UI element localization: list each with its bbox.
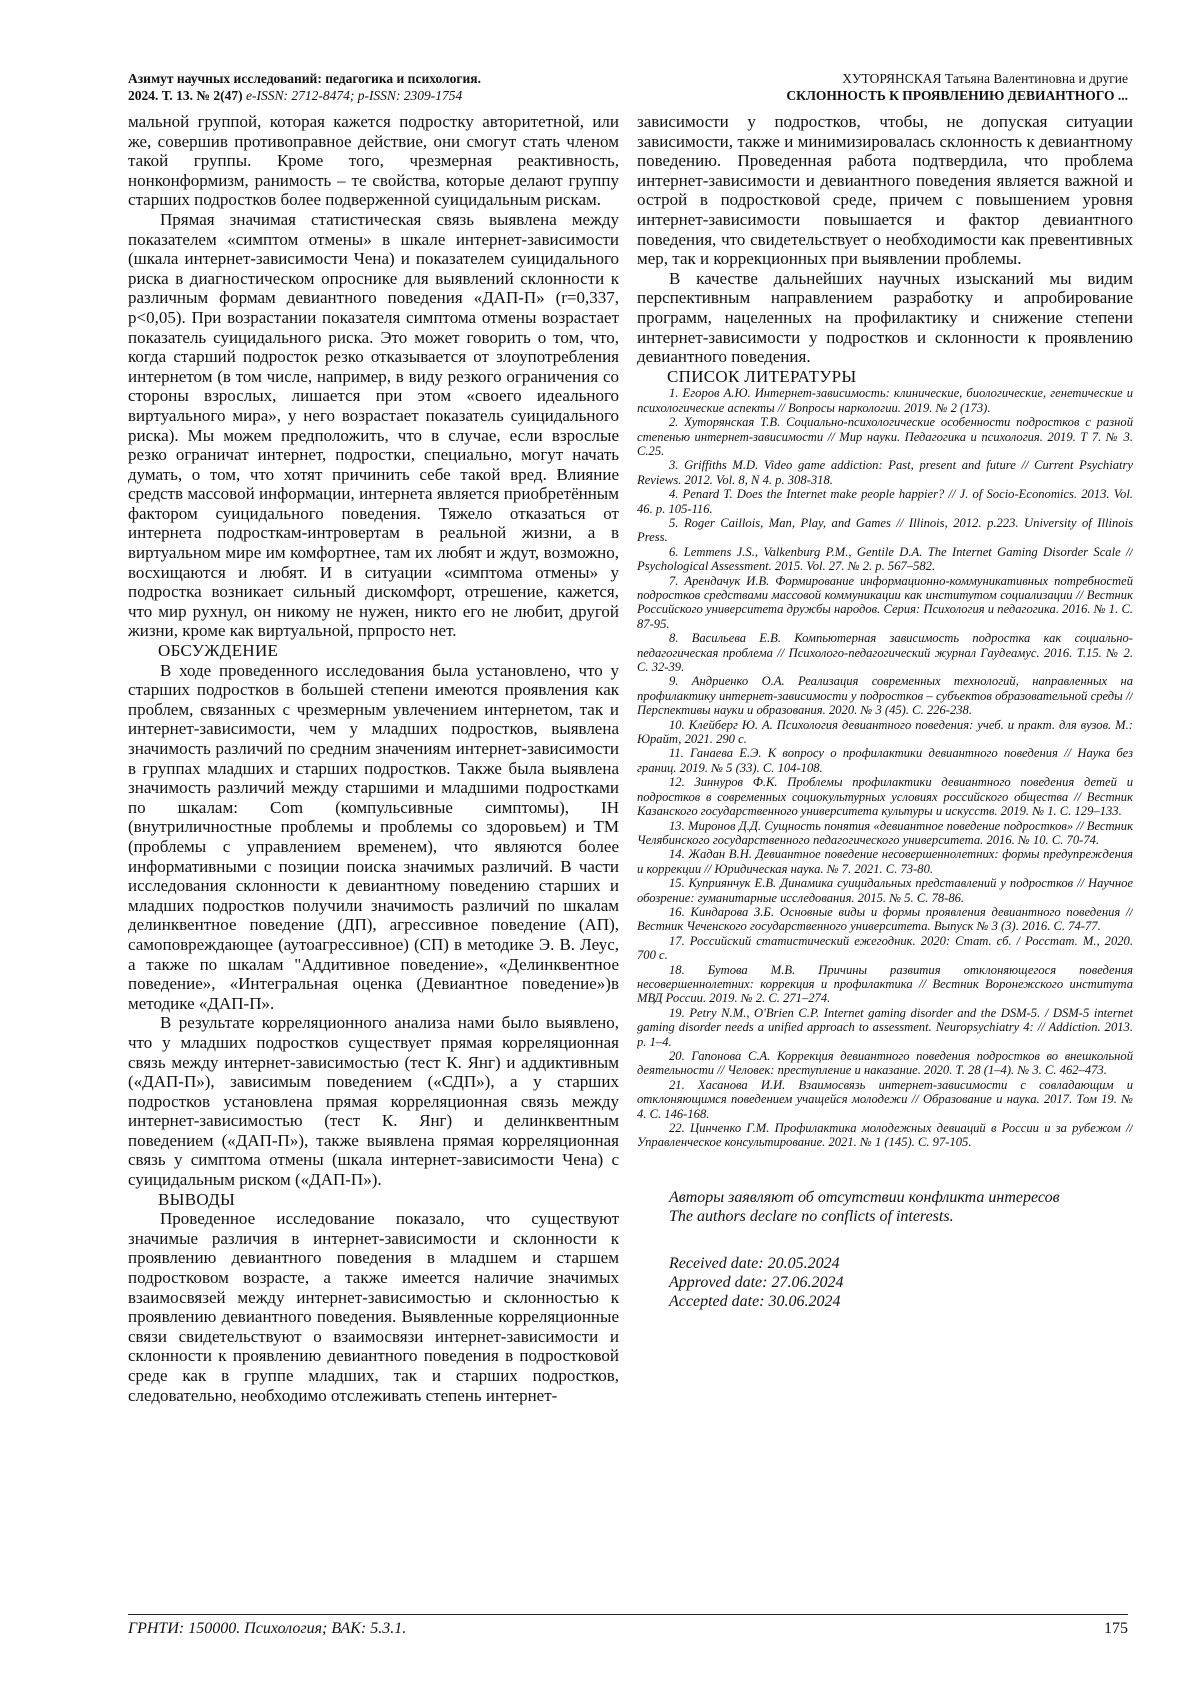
article-authors: ХУТОРЯНСКАЯ Татьяна Валентиновна и другие <box>842 71 1128 86</box>
section-heading-conclusions: ВЫВОДЫ <box>158 1189 236 1209</box>
paragraph: В качестве дальнейших научных изысканий мы видим перспективным направлением разработку и апробирование программ, нацеленных на профилактику и снижение степени интернет-зависимости у подростков и склонности к проявлению девиантного поведения. <box>637 268 1133 367</box>
paragraph: Проведенное исследование показало, что существуют значимые различия в интернет-зависимости и склонности к проявлению девиантного поведения в младшем и старшем подростковом возрасте, а также имеется наличие значимых взаимосвязей между интернет-зависимостью и склонностью к проявлению девиантного поведения. Выявленные корреляционные связи свидетельствуют о взаимосвязи интернет-зависимости и склонности к проявлению девиантного поведения в подростковой среде как в группе младших, так и старших подростков, следовательно, необходимо отслеживать степень интернет- <box>128 1209 619 1405</box>
reference-item: 8. Васильева Е.В. Компьютерная зависимость подростка как социально-педагогическая проблема // Психолого-педагогический журнал Гаудеамус. 2016. Т.15. № 2. С. 32-39. <box>637 631 1133 675</box>
paragraph: В результате корреляционного анализа нами было выявлено, что у младших подростков существует прямая корреляционная связь между интернет-зависимостью (тест К. Янг) и аддиктивным («ДАП-П»), зависимым поведением («СДП»), а у старших подростков установлена прямая корреляционная связь между интернет-зависимостью (тест К. Янг) и делинквентным поведением («ДАП-П»), также выявлена прямая корреляционная связь у симптома отмены (шкала интернет-зависимости Чена) с суицидальным риском («ДАП-П»). <box>128 1013 619 1190</box>
running-header <box>128 70 1128 106</box>
paragraph: В ходе проведенного исследования была установлено, что у старших подростков в большей степени имеются проявления как проблем, связанных с чрезмерным увлечением интернетом, так и интернет-зависимости, чем у младших подростков, выявлена значимость различий по средним значениям интернет-зависимости в группах младших и старших подростков. Также была выявлена значимость различий между старшими и младшими подростками по шкалам: Com (компульсивные симптомы), IH (внутриличностные проблемы и проблемы со здоровьем) и TM (проблемы с управлением временем), что являются более информативными с позиции поиска значимых различий. В части исследования склонности к девиантному поведению старших и младших подростков получили значимость различий по шкалам делинквентное поведение (ДП), агрессивное поведение (АП), самоповреждающее (аутоагрессивное) (СП) в методике Э. В. Леус, а также по шкалам "Аддитивное поведение», «Делинквентное поведение», «Интегральная оценка (Девиантное поведение»)в методике «ДАП-П». <box>128 660 619 1013</box>
reference-item: 18. Бутова М.В. Причины развития отклоняющегося поведения несовершеннолетних: коррекция и профилактика // Вестник Воронежского института МВД России. 2019. № 2. С. 271–274. <box>637 962 1133 1006</box>
reference-item: 20. Гапонова С.А. Коррекция девиантного поведения подростков во внешкольной деятельности // Человек: преступление и наказание. 2020. Т. 28 (1–4). № 3. С. 462–473. <box>637 1049 1133 1078</box>
reference-item: 14. Жадан В.Н. Девиантное поведение несовершеннолетних: формы предупреждения и коррекции // Юридическая наука. № 7. 2021. С. 73-80. <box>637 847 1133 876</box>
reference-item: 2. Хуторянская Т.В. Социально-психологические особенности подростков с разной степенью интернет-зависимости // Мир науки. Педагогика и психология. 2019. Т 7. № 3. С.25. <box>637 415 1133 458</box>
reference-item: 21. Хасанова И.И. Взаимосвязь интернет-зависимости с совладающим и отклоняющимся поведением учащейся молодежи // Образование и наука. 2017. Том 19. № 4. С. 146-168. <box>637 1077 1133 1121</box>
approved-date: Approved date: 27.06.2024 <box>669 1273 844 1291</box>
accepted-date: Accepted date: 30.06.2024 <box>669 1292 841 1310</box>
reference-item: 15. Куприянчук Е.В. Динамика суицидальных представлений у подростков // Научное обозрение: гуманитарные исследования. 2015. № 5. С. 78-86. <box>637 876 1133 905</box>
article-title: СКЛОННОСТЬ К ПРОЯВЛЕНИЮ ДЕВИАНТНОГО ... <box>786 88 1128 103</box>
page-number: 175 <box>1104 1620 1128 1637</box>
issn: e-ISSN: 2712-8474; p-ISSN: 2309-1754 <box>242 88 463 103</box>
journal-info <box>128 70 481 104</box>
section-heading-references: СПИСОК ЛИТЕРАТУРЫ <box>667 366 857 386</box>
paragraph: Прямая значимая статистическая связь выявлена между показателем «симптом отмены» в шкале интернет-зависимости (шкала интернет-зависимости Чена) и показателем суицидального риска в диагностическом опроснике для выявлений склонности к различным формам девиантного поведения «ДАП-П» (r=0,337, p<0,05). При возрастании показателя симптома отмены возрастает показатель суицидального риска. Это может говорить о том, что, когда старший подросток резко отказывается от злоупотребления интернетом (в том числе, например, в виду резкого ограничения со стороны взрослых, лишается при этом «своего идеального виртуального мира», у него возрастает показатель суицидального риска). Мы можем предположить, что в случае, если взрослые резко ограничат интернет, подростки, специально, могут начать думать, о том, что хотят причинить себе такой вред. Влияние средств массовой информации, интернета является приобретённым фактором суицидального поведения. Тяжело отказаться от интернета подросткам-интровертам в реальной жизни, а в виртуальном мире им комфортнее, там их любят и ждут, возможно, восхищаются и любят. И в ситуации «симптома отмены» у подростка возникает сильный дискомфорт, отрешение, кажется, что мир рухнул, он никому не нужен, никто его не любит, другой жизни, кроме как виртуальной, прпросто нет. <box>128 209 619 641</box>
left-column <box>128 112 619 1612</box>
reference-item: 22. Цинченко Г.М. Профилактика молодежных девиаций в России и за рубежом // Управленческое консультирование. 2021. № 1 (145). С. 97-105. <box>637 1121 1133 1150</box>
reference-item: 12. Зиннуров Ф.К. Проблемы профилактики девиантного поведения детей и подростков в современных социокультурных условиях российского общества // Вестник Казанского государственного университета культуры и искусств. 2019. № 1. С. 129–133. <box>637 775 1133 819</box>
reference-item: 17. Российский статистический ежегодник. 2020: Стат. сб. / Росстат. М., 2020. 700 с. <box>637 933 1133 963</box>
reference-item: 5. Roger Caillois, Man, Play, and Games // Illinois, 2012. p.223. University of Illinois Press. <box>637 515 1133 545</box>
journal-title: Азимут научных исследований: педагогика и психология. <box>128 71 481 86</box>
reference-item: 10. Клейберг Ю. А. Психология девиантного поведения: учеб. и практ. для вузов. М.: Юрайт, 2021. 290 с. <box>637 717 1133 747</box>
reference-item: 3. Griffiths M.D. Video game addiction: Past, present and future // Current Psychiatry Reviews. 2012. Vol. 8, N 4. p. 308-318. <box>637 458 1133 487</box>
conflict-statement-ru: Авторы заявляют об отсутствии конфликта интересов <box>669 1188 1060 1206</box>
reference-list <box>637 386 1133 1150</box>
received-date: Received date: 20.05.2024 <box>669 1254 840 1272</box>
classification-codes: ГРНТИ: 150000. Психология; ВАК: 5.3.1. <box>128 1620 407 1637</box>
article-info <box>786 70 1128 104</box>
journal-issue <box>128 87 481 104</box>
issue-number: 2024. Т. 13. № 2(47) <box>128 88 243 103</box>
reference-item: 1. Егоров А.Ю. Интернет-зависимость: клинические, биологические, генетические и психологические аспекты // Вопросы наркологии. 2019. № 2 (173). <box>637 386 1133 415</box>
footer-divider <box>128 1614 1128 1615</box>
reference-item: 6. Lemmens J.S., Valkenburg P.M., Gentile D.A. The Internet Gaming Disorder Scale // Psychological Assessment. 2015. Vol. 27. № 2. p. 567–582. <box>637 544 1133 574</box>
paragraph: мальной группой, которая кажется подростку авторитетной, или же, совершив противоправное действие, они смогут стать членом такой группы. Кроме того, чрезмерная реактивность, нонконформизм, ранимость – те свойства, которые делают группу старших подростков более подверженной суицидальным рискам. <box>128 112 619 210</box>
reference-item: 19. Petry N.M., O'Brien C.P. Internet gaming disorder and the DSM-5. / DSM-5 internet gaming disorder needs a unified approach to assessment. Neuropsychiatry 4: // Addiction. 2013. p. 1–4. <box>637 1005 1133 1049</box>
reference-item: 13. Миронов Д.Д. Сущность понятия «девиантное поведение подростков» // Вестник Челябинского государственного педагогического университета. 2016. № 10. С. 70-74. <box>637 818 1133 847</box>
paragraph: зависимости у подростков, чтобы, не допуская ситуации зависимости, также и минимизировалась склонность к девиантному поведению. Проведенная работа подтвердила, что проблема интернет-зависимости и девиантного поведения является важной и острой в подростковой среде, причем с повышением уровня интернет-зависимости повышается и фактор девиантного поведения, что свидетельствует о необходимости как превентивных мер, так и коррекционных при выявлении проблемы. <box>637 112 1133 269</box>
reference-item: 9. Андриенко О.А. Реализация современных технологий, направленных на профилактику интернет-зависимости у подростков – субъектов образовательной среды // Перспективы науки и образования. 2020. № 3 (45). С. 226-238. <box>637 674 1133 718</box>
conflict-statement-en: The authors declare no conflicts of interests. <box>669 1207 954 1225</box>
reference-item: 7. Арендачук И.В. Формирование информационно-коммуникативных потребностей подростков средствами массовой коммуникации как институтом социализации // Вестник Российского университета дружбы народов. Серия: Психология и педагогика. 2016. № 1. С. 87-95. <box>637 573 1133 631</box>
section-heading-discussion: ОБСУЖДЕНИЕ <box>158 641 279 661</box>
article-dates <box>637 1254 1133 1311</box>
reference-item: 4. Penard T. Does the Internet make people happier? // J. of Socio-Economics. 2013. Vol. 46. p. 105-116. <box>637 487 1133 516</box>
reference-item: 16. Киндарова З.Б. Основные виды и формы проявления девиантного поведения // Вестник Чеченского государственного университета. Выпуск № 3 (3). 2016. С. 74-77. <box>637 904 1133 934</box>
right-column <box>637 112 1133 1612</box>
reference-item: 11. Ганаева Е.Э. К вопросу о профилактики девиантного поведения // Наука без границ. 2019. № 5 (33). С. 104-108. <box>637 746 1133 775</box>
